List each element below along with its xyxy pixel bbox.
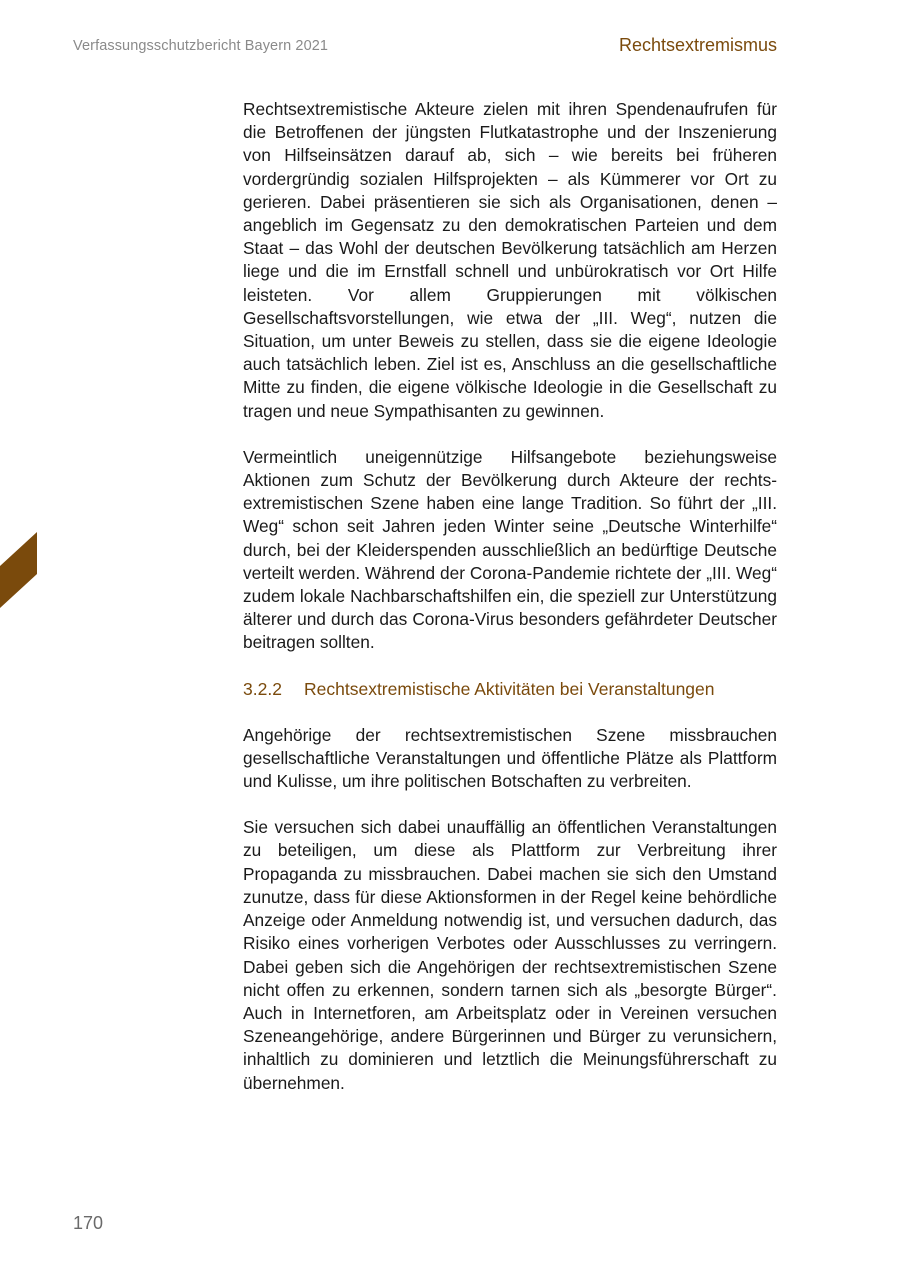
chapter-tab-marker (0, 532, 37, 608)
running-header-title: Verfassungsschutzbericht Bayern 2021 (73, 38, 329, 54)
section-number: 3.2.2 (243, 678, 282, 699)
page-number: 170 (73, 1213, 104, 1233)
running-header-section: Rechtsextremismus (618, 35, 777, 55)
section-heading (243, 678, 777, 701)
paragraph-2: Vermeintlich uneigennützige Hilfsangebote beziehungsweise Aktionen zum Schutz der Bevölkerung durch Akteure der rechtsextremistischen Szene haben eine lange Tradition. So führt der „III. Weg“ schon seit Jahren jeden Winter seine „Deutsche Winterhilfe“ durch, bei der Kleiderspenden ausschließlich an bedürftige Deutsche verteilt werden. Während der Corona-Pandemie richtete der „III. Weg“ zudem lokale Nachbarschaftshilfen ein, die speziell zur Unterstützung älterer und durch das Corona-Virus besonders gefährdeter Deutscher beitragen sollten. (243, 446, 777, 653)
main-text (243, 98, 777, 1118)
section-title: Rechtsextremistische Aktivitäten bei Veranstaltungen (304, 678, 715, 699)
paragraph-4: Sie versuchen sich dabei unauffällig an öffentlichen Veranstaltungen zu beteiligen, um diese als Plattform zur Verbreitung ihrer Propaganda zu missbrauchen. Dabei machen sie sich den Umstand zunutze, dass für diese Aktionsformen in der Regel keine behördliche Anzeige oder Anmeldung notwendig ist, und versuchen dadurch, das Risiko eines vorherigen Verbotes oder Ausschlusses zu verringern. Dabei geben sich die Angehörigen der rechtsextremistischen Szene nicht offen zu erkennen, sondern tarnen sich als „besorgte Bürger“. Auch in Internetforen, am Arbeitsplatz oder in Vereinen versuchen Szeneangehörige, andere Bürgerinnen und Bürger zu verunsichern, inhaltlich zu dominieren und letztlich die Meinungsführerschaft zu übernehmen. (243, 817, 777, 1093)
paragraph-1: Rechtsextremistische Akteure zielen mit ihren Spendenaufrufen für die Betroffenen der jüngsten Flutkatastrophe und der Inszenierung von Hilfseinsätzen darauf ab, sich – wie bereits bei früheren vordergründig sozialen Hilfsprojekten – als Kümmerer vor Ort zu gerieren. Dabei präsentieren sie sich als Organisationen, denen – angeblich im Gegensatz zu den demokratischen Parteien und dem Staat – das Wohl der deutschen Bevölkerung tatsächlich am Herzen liege und die im Ernstfall schnell und unbürokratisch vor Ort Hilfe leisteten. Vor allem Gruppierungen mit völkischen Gesellschaftsvorstellungen, wie etwa der „III. Weg“, nutzen die Situation, um unter Beweis zu stellen, dass sie die eigene Ideologie auch tatsächlich leben. Ziel ist es, Anschluss an die gesellschaftliche Mitte zu finden, die eigene völkische Ideologie in die Gesellschaft zu tragen und neue Sympathisanten zu gewinnen. (243, 99, 777, 421)
paragraph-3: Angehörige der rechtsextremistischen Szene missbrauchen gesellschaftliche Veranstaltungen und öffentliche Plätze als Plattform und Kulisse, um ihre politischen Botschaften zu verbreiten. (243, 724, 777, 792)
